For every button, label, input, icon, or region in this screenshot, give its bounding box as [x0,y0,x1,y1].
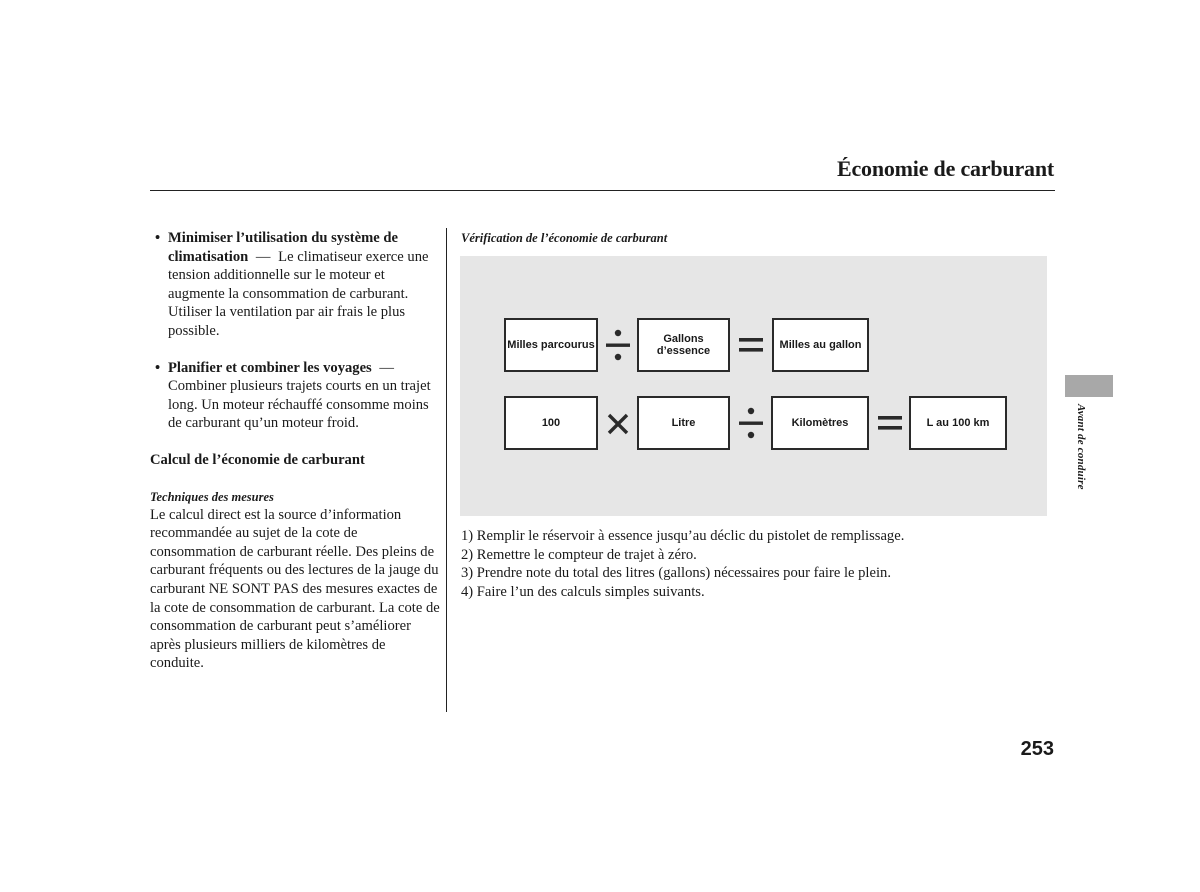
box-litre: Litre [637,396,730,450]
body-paragraph: Le calcul direct est la source d’information recommandée au sujet de la cote de consommation de carburant réelle. Des pleins de carburant fréquents ou des lectures de la jauge du carburant NE SONT PAS des mesures exactes de la cote de consommation de carburant. La cote de consommation de carburant peut s’améliorer après plusieurs milliers de kilomètres de conduite. [150,506,440,672]
box-milles-parcourus: Milles parcourus [504,318,598,372]
section-heading: Calcul de l’économie de carburant [150,451,365,468]
equals-icon [877,412,903,434]
bullet-text: Combiner plusieurs trajets courts en un trajet long. Un moteur réchauffé consomme moins de carburant qu’un moteur froid. [168,378,431,432]
bullet-text: Le climatiseur exerce une tension additionnelle sur le moteur et augmente la consommation de carburant. Utiliser la ventilation par air frais le plus possible. [168,248,429,339]
section-tab-marker [1065,375,1113,397]
equals-icon [738,334,764,356]
box-milles-au-gallon: Milles au gallon [772,318,869,372]
page-number: 253 [1020,738,1054,760]
subheading: Techniques des mesures [150,489,274,504]
bullet-dot-icon: • [155,230,161,246]
column-divider [446,228,447,712]
step-item: 2) Remettre le compteur de trajet à zéro. [461,546,697,563]
em-dash: — [255,248,271,265]
step-item: 4) Faire l’un des calculs simples suivants. [461,583,705,600]
bullet-climatisation [150,229,440,341]
bullet-heading: Planifier et combiner les voyages [168,359,372,376]
multiply-icon [606,412,630,436]
side-tab-label: Avant de conduire [1075,404,1087,490]
fuel-economy-diagram [460,256,1047,516]
steps-list [461,527,1061,601]
page-title: Économie de carburant [836,156,1054,181]
bullet-dot-icon: • [155,359,161,376]
box-100: 100 [504,396,598,450]
box-kilometres: Kilomètres [771,396,869,450]
left-column [150,229,440,673]
title-rule [150,190,1055,191]
bullet-heading: Minimiser l’utilisation du système de climatisation [168,230,398,265]
em-dash: — [379,359,394,376]
step-item: 1) Remplir le réservoir à essence jusqu’au déclic du pistolet de remplissage. [461,528,905,544]
step-item: 3) Prendre note du total des litres (gallons) nécessaires pour faire le plein. [461,565,891,582]
divide-icon [604,328,632,362]
diagram-caption: Vérification de l’économie de carburant [461,231,668,245]
box-gallons-essence: Gallons d’essence [637,318,730,372]
bullet-voyages [150,359,440,433]
divide-icon [737,406,765,440]
box-l-au-100-km: L au 100 km [909,396,1007,450]
